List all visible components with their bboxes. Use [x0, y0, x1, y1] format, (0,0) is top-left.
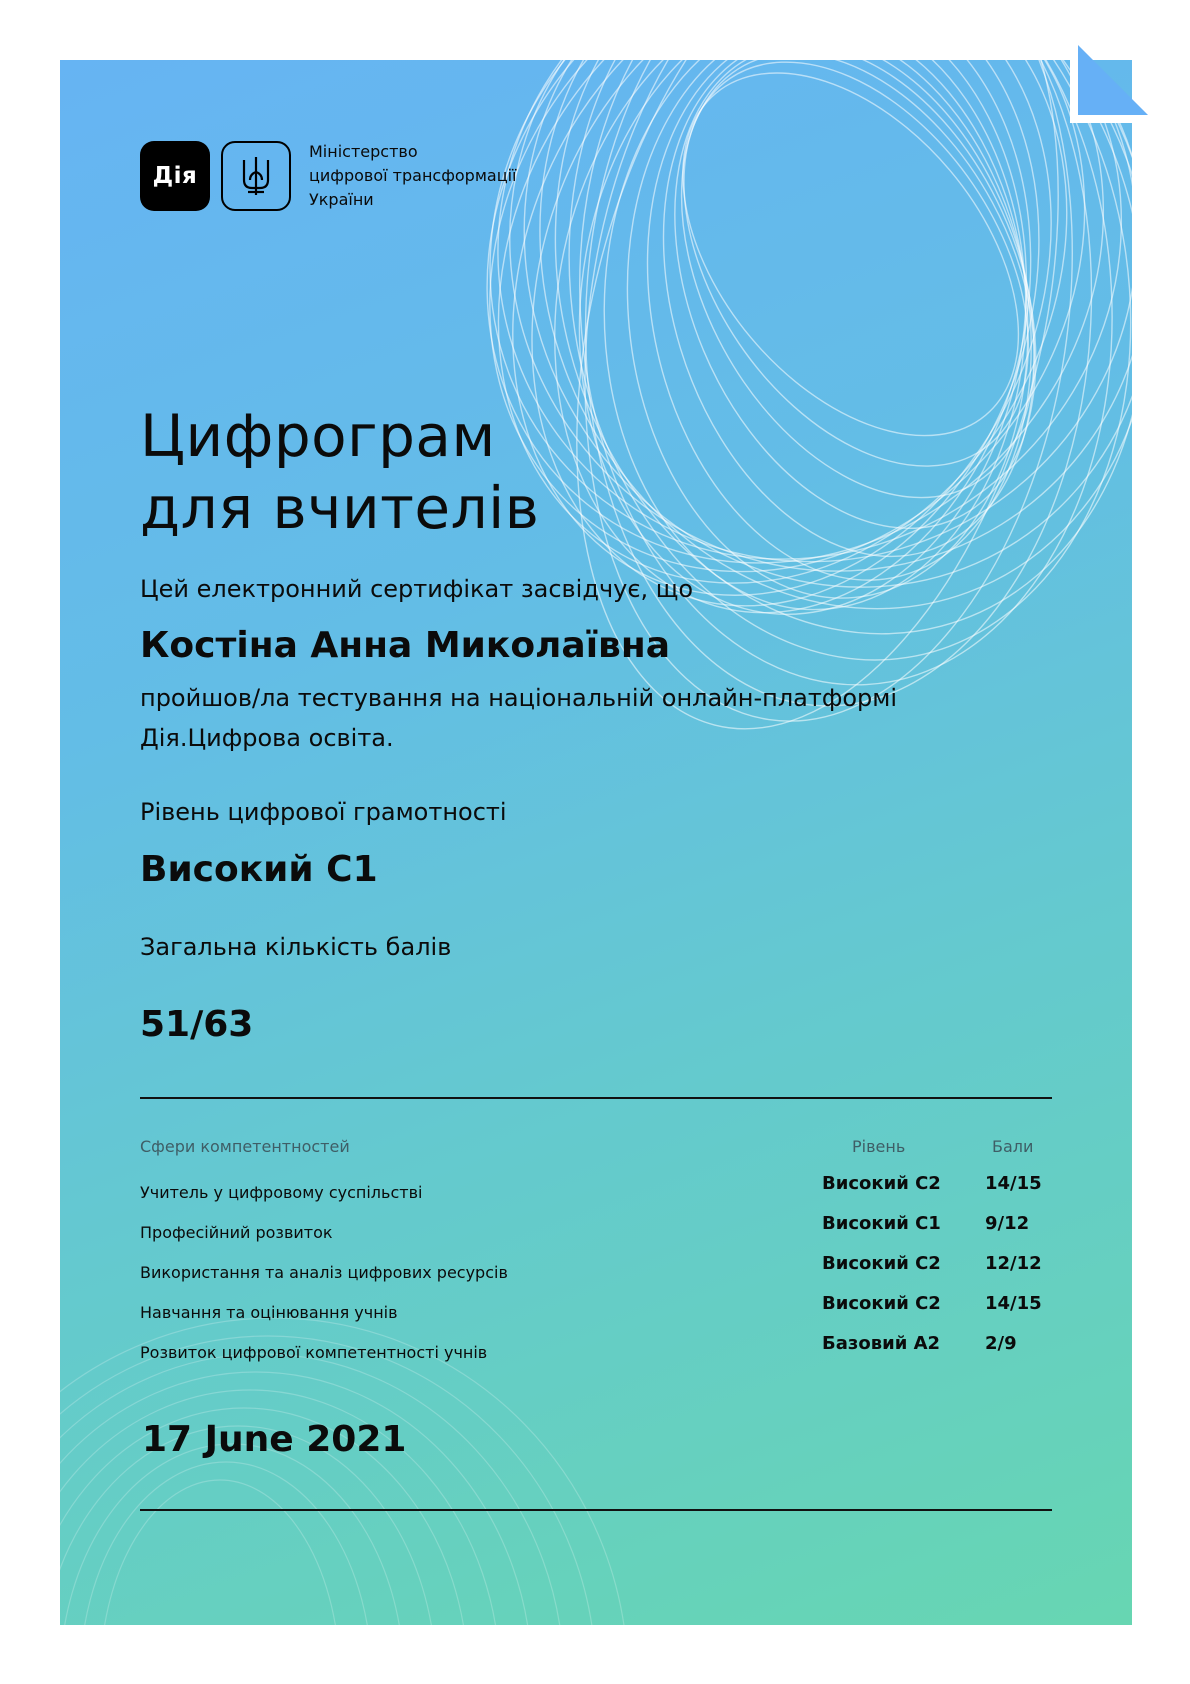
completion-line-2: Дія.Цифрова освіта. [140, 724, 394, 752]
wireframe-curve-bottom [60, 1354, 564, 1625]
table-row [140, 1211, 1052, 1251]
ministry-line-1: Міністерство [309, 142, 418, 161]
certificate-card [60, 60, 1132, 1625]
literacy-level-label: Рівень цифрової грамотності [140, 798, 507, 826]
tryzub-icon [221, 141, 291, 211]
intro-text: Цей електронний сертифікат засвідчує, що [140, 575, 694, 603]
ministry-line-2: цифрової трансформації [309, 166, 517, 185]
decorative-wireframe [60, 60, 1132, 1625]
competency-level: Високий С2 [822, 1293, 941, 1314]
header-competency-areas: Сфери компетентностей [140, 1137, 350, 1156]
wireframe-curve [568, 60, 1110, 718]
table-row [140, 1331, 1052, 1371]
recipient-name: Костіна Анна Миколаївна [140, 625, 670, 666]
competency-points: 2/9 [985, 1333, 1017, 1354]
total-score-label: Загальна кількість балів [140, 933, 452, 961]
competency-level: Високий С1 [822, 1213, 941, 1234]
competency-points: 14/15 [985, 1173, 1042, 1194]
wireframe-curve-bottom [60, 1444, 404, 1625]
competency-level: Високий С2 [822, 1253, 941, 1274]
header-points: Бали [992, 1137, 1034, 1156]
diia-logo: Дія [140, 141, 210, 211]
certificate-title [140, 400, 539, 544]
title-line-2: для вчителів [140, 474, 540, 542]
wireframe-curve [602, 60, 1053, 616]
completion-text [140, 678, 897, 758]
wireframe-curve-bottom [60, 1372, 532, 1625]
total-score-value: 51/63 [140, 1004, 254, 1045]
table-row [140, 1291, 1052, 1331]
competency-points: 12/12 [985, 1253, 1042, 1274]
competency-area: Учитель у цифровому суспільстві [140, 1183, 423, 1202]
wireframe-curve [603, 60, 1095, 603]
title-line-1: Цифрограм [140, 402, 496, 470]
tryzub-svg [239, 154, 273, 198]
corner-fold-icon [1070, 45, 1148, 123]
table-row [140, 1171, 1052, 1211]
competency-area: Використання та аналіз цифрових ресурсів [140, 1263, 508, 1282]
divider-top [140, 1097, 1052, 1099]
ministry-name [309, 140, 516, 212]
wireframe-curve [602, 60, 1028, 611]
competency-level: Високий С2 [822, 1173, 941, 1194]
ministry-line-3: України [309, 190, 374, 209]
competency-area: Професійний розвиток [140, 1223, 333, 1242]
header-level: Рівень [852, 1137, 906, 1156]
competency-table [140, 1171, 1052, 1371]
literacy-level-value: Високий С1 [140, 849, 378, 890]
competency-points: 14/15 [985, 1293, 1042, 1314]
wireframe-curve [549, 60, 1057, 637]
divider-bottom [140, 1509, 1052, 1511]
completion-line-1: пройшов/ла тестування на національній онлайн-платформі [140, 684, 898, 712]
wireframe-curve-bottom [100, 1480, 340, 1625]
wireframe-curve-bottom [80, 1462, 372, 1625]
logo-row [140, 140, 516, 212]
table-row [140, 1251, 1052, 1291]
issue-date: 17 June 2021 [142, 1419, 407, 1460]
competency-area: Розвиток цифрової компетентності учнів [140, 1343, 488, 1362]
competency-points: 9/12 [985, 1213, 1030, 1234]
competency-level: Базовий А2 [822, 1333, 941, 1354]
competency-area: Навчання та оцінювання учнів [140, 1303, 398, 1322]
